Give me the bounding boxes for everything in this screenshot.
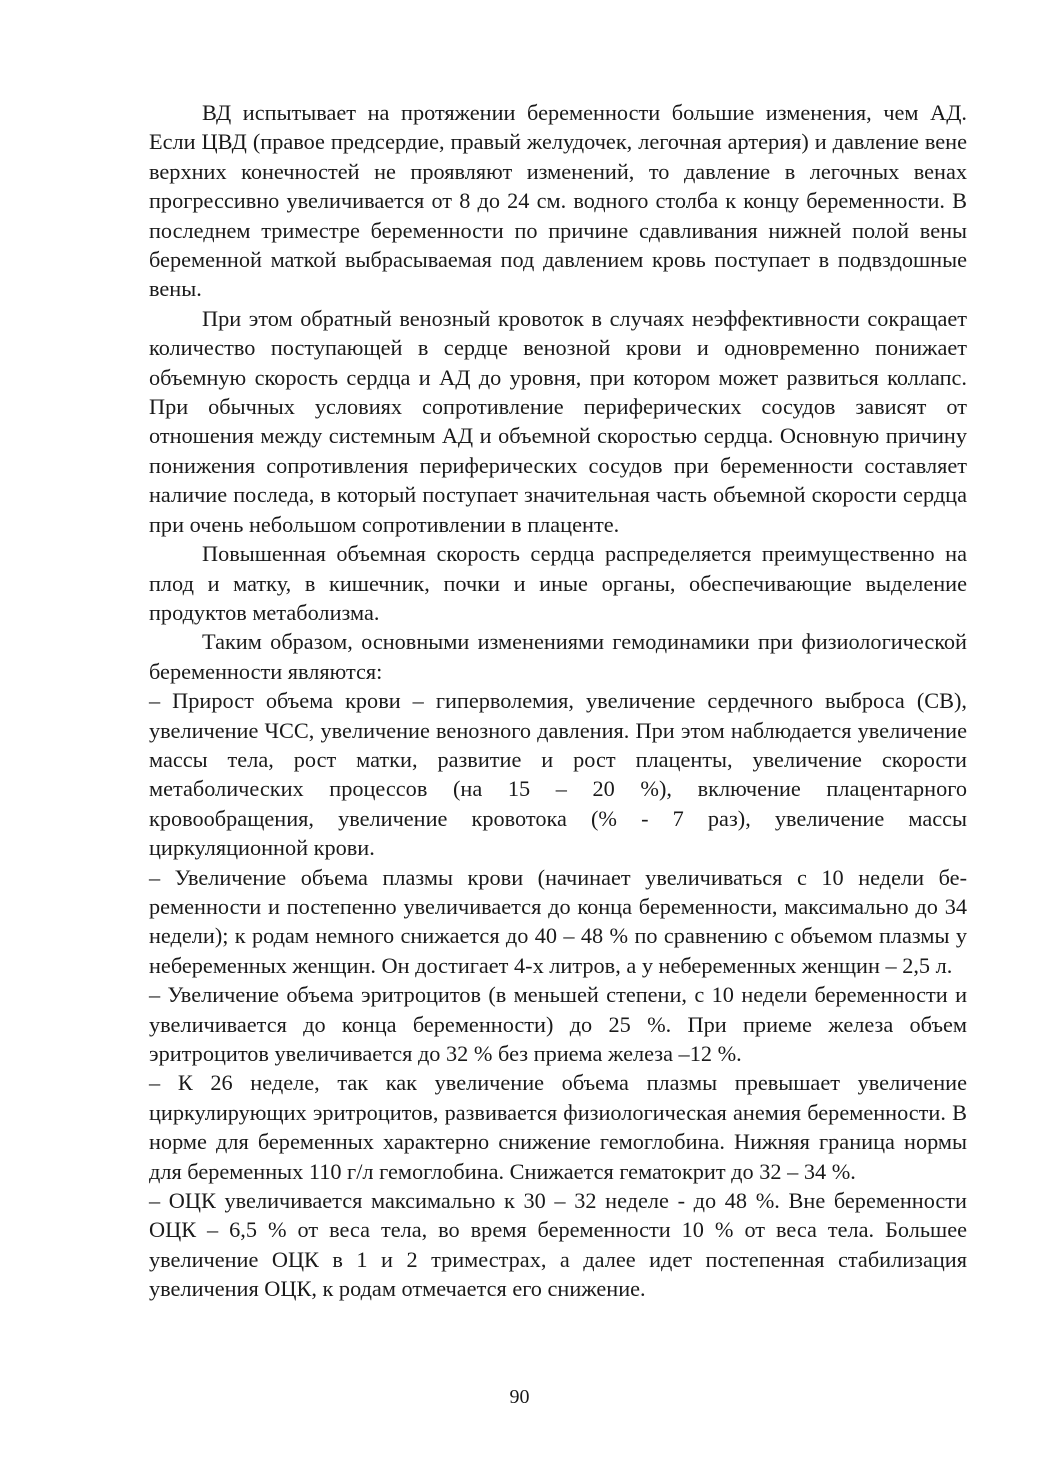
page-number: 90 [509, 1386, 530, 1408]
paragraph: Повышенная объемная скорость сердца распределяется преимущественно на плод и матку, в кишечник, почки и иные органы, обеспечивающие выделение продуктов метаболизма. [149, 541, 967, 625]
list-item: – К 26 неделе, так как увеличение объема плазмы превышает увеличение циркулирующих эритроцитов, развивается физиологическая анемия беременности. В норме для беременных характерно снижение гемоглобина. Нижняя граница нормы для беременных 110 г/л гемоглобина. Снижается гематокрит до 32 – 34 %. [149, 1070, 967, 1184]
list-item: – Увеличение объема эритроцитов (в меньшей степени, с 10 недели беременности и увеличивается до конца беременности) до 25 %. При приеме железа объем эритроцитов увеличивается до 32 % без приема железа –12 %. [149, 982, 967, 1066]
list-item: – Увеличение объема плазмы крови (начинает увеличиваться с 10 недели беременности и постепенно увеличивается до конца беременности, максимально до 34 недели); к родам немного снижается до 40 – 48 % по сравнению с объемом плазмы у небеременных женщин. Он достигает 4-х литров, а у небеременных женщин – 2,5 л. [149, 864, 967, 978]
list-item: – Прирост объема крови – гиперволемия, увеличение сердечного выброса (СВ), увеличение ЧСС, увеличение венозного давления. При этом наблюдается увеличение массы тела, рост матки, развитие и рост плаценты, увеличение скорости метаболических процессов (на 15 – 20 %), включение плацентарного кровообращения, увеличение кровотока (% - 7 раз), увеличение массы циркуляционной крови. [149, 688, 967, 861]
list-item: – ОЦК увеличивается максимально к 30 – 32 неделе - до 48 %. Вне беременности ОЦК – 6,5 % от веса тела, во время беременности 10 % от веса тела. Большее увеличение ОЦК в 1 и 2 триместрах, а далее идет постепенная стабилизация увеличения ОЦК, к родам отмечается его снижение. [149, 1188, 967, 1302]
body-text [149, 98, 967, 1304]
paragraph: При этом обратный венозный кровоток в случаях неэффективности сокращает количество поступающей в сердце венозной крови и одновременно понижает объемную скорость сердца и АД до уровня, при котором может развиться коллапс. При обычных условиях сопротивление периферических сосудов зависят от отношения между системным АД и объемной скоростью сердца. Основную причину понижения сопротивления периферических сосудов при беременности составляет наличие последа, в который поступает значительная часть объемной скорости сердца при очень небольшом сопротивлении в плаценте. [149, 305, 967, 537]
paragraph: ВД испытывает на протяжении беременности большие изменения, чем АД. Если ЦВД (правое предсердие, правый желудочек, легочная артерия) и давление вене верхних конечностей не проявляют изменений, то давление в легочных венах прогрессивно увеличивается от 8 до 24 см. водного столба к концу беременности. В последнем триместре беременности по причине сдавливания нижней полой вены беременной маткой выбрасываемая под давлением кровь поступает в подвздошные вены. [149, 100, 967, 302]
paragraph: Таким образом, основными изменениями гемодинамики при физиологической беременности являются: [149, 629, 967, 684]
